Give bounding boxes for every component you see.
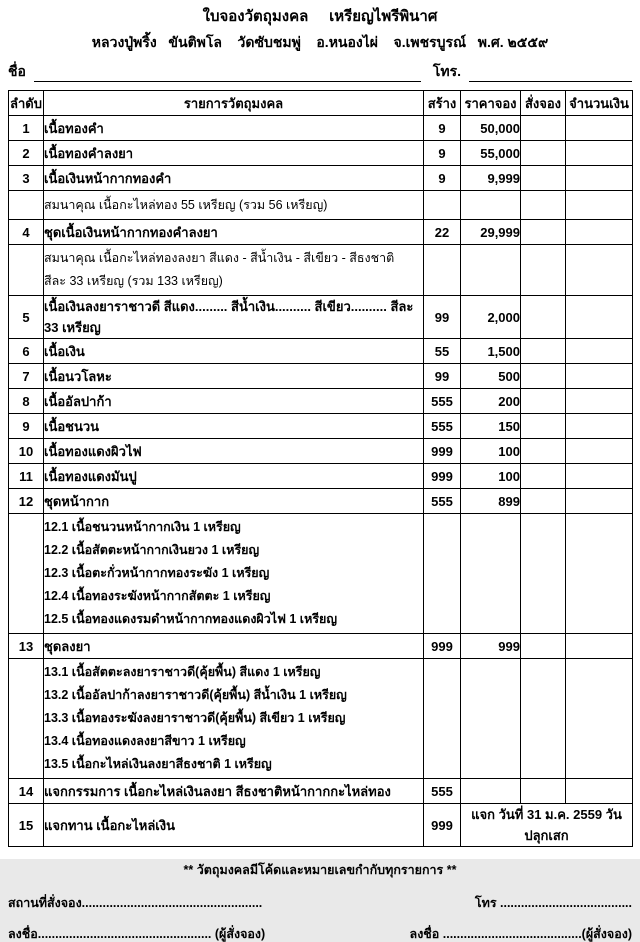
price-cell xyxy=(461,191,521,220)
price-cell: 200 xyxy=(461,389,521,414)
made-count-cell: 999 xyxy=(424,634,461,659)
made-count-cell: 999 xyxy=(424,464,461,489)
row-number-cell: 1 xyxy=(9,116,44,141)
amount-cell xyxy=(566,166,633,191)
sub-item-line: 12.2 เนื้อสัตตะหน้ากากเงินยวง 1 เหรียญ xyxy=(44,543,260,557)
made-count-cell: 55 xyxy=(424,339,461,364)
price-cell: 899 xyxy=(461,489,521,514)
phone-fill-label: โทร ...................................... xyxy=(474,896,632,910)
price-cell: 999 xyxy=(461,634,521,659)
made-count-cell: 99 xyxy=(424,364,461,389)
item-name-cell: แจกทาน เนื้อกะไหล่เงิน xyxy=(44,804,424,847)
table-row xyxy=(9,220,633,245)
row-number-cell: 4 xyxy=(9,220,44,245)
table-row xyxy=(9,116,633,141)
made-count-cell: 555 xyxy=(424,389,461,414)
sub-items-cell xyxy=(44,245,424,296)
table-row xyxy=(9,166,633,191)
sub-item-line: 12.4 เนื้อทองระฆังหน้ากากสัตตะ 1 เหรียญ xyxy=(44,589,271,603)
item-name-cell: เนื้อเงินหน้ากากทองคำ xyxy=(44,166,424,191)
signature-row xyxy=(8,926,632,942)
made-count-cell xyxy=(424,514,461,634)
made-count-cell xyxy=(424,659,461,779)
row-number-cell xyxy=(9,514,44,634)
sub-item-line: สมนาคุณ เนื้อกะไหล่ทอง 55 เหรียญ (รวม 56 เหรียญ) xyxy=(44,197,328,212)
order-cell xyxy=(521,220,566,245)
row-number-cell xyxy=(9,191,44,220)
table-subrow xyxy=(9,514,633,634)
table-row xyxy=(9,634,633,659)
price-cell xyxy=(461,779,521,804)
price-cell: 150 xyxy=(461,414,521,439)
sub-item-line: 13.4 เนื้อทองแดงลงยาสีขาว 1 เหรียญ xyxy=(44,734,246,748)
row-number-cell xyxy=(9,245,44,296)
sub-items-cell xyxy=(44,514,424,634)
table-row xyxy=(9,439,633,464)
place-phone-row xyxy=(8,895,632,911)
item-name-cell: เนื้อทองแดงผิวไฟ xyxy=(44,439,424,464)
table-row xyxy=(9,464,633,489)
order-cell xyxy=(521,166,566,191)
price-cell: 100 xyxy=(461,439,521,464)
page-subtitle: หลวงปู่พริ้ง ขันติพโล วัดซับชมพู่ อ.หนองไผ่ จ.เพชรบูรณ์ พ.ศ. ๒๕๕๙ xyxy=(91,34,549,50)
order-cell xyxy=(521,659,566,779)
row-number-cell: 10 xyxy=(9,439,44,464)
price-cell: 9,999 xyxy=(461,166,521,191)
item-name-cell: ชุดหน้ากาก xyxy=(44,489,424,514)
made-count-cell xyxy=(424,245,461,296)
table-subrow xyxy=(9,659,633,779)
item-name-cell: เนื้อชนวน xyxy=(44,414,424,439)
price-cell xyxy=(461,514,521,634)
amount-cell xyxy=(566,514,633,634)
row-number-cell: 11 xyxy=(9,464,44,489)
sub-item-line: สมนาคุณ เนื้อกะไหล่ทองลงยา สีแดง - สีน้ำเงิน - สีเขียว - สีธงชาติ xyxy=(44,251,395,265)
row-number-cell: 12 xyxy=(9,489,44,514)
price-cell: 2,000 xyxy=(461,296,521,339)
item-name-cell: ชุดเนื้อเงินหน้ากากทองคำลงยา xyxy=(44,220,424,245)
phone-fill-line xyxy=(469,63,632,82)
order-cell xyxy=(521,414,566,439)
place-fill-label: สถานที่สั่งจอง.................................................... xyxy=(8,896,263,910)
column-header: รายการวัตถุมงคล xyxy=(44,91,424,116)
amount-cell xyxy=(566,634,633,659)
table-row xyxy=(9,804,633,847)
column-header: ลำดับ xyxy=(9,91,44,116)
made-count-cell: 22 xyxy=(424,220,461,245)
price-cell: 55,000 xyxy=(461,141,521,166)
amount-cell xyxy=(566,220,633,245)
order-cell xyxy=(521,464,566,489)
made-count-cell xyxy=(424,191,461,220)
order-cell xyxy=(521,141,566,166)
footer-note: ** วัตถุมงคลมีโค้ดและหมายเลขกำกับทุกรายการ ** xyxy=(183,863,457,877)
sub-item-line: 13.2 เนื้ออัลปาก้าลงยาราชาวดี(คุ้ยพื้น) สีน้ำเงิน 1 เหรียญ xyxy=(44,688,347,702)
table-subrow xyxy=(9,245,633,296)
row-number-cell: 9 xyxy=(9,414,44,439)
made-count-cell: 999 xyxy=(424,439,461,464)
column-header: สร้าง xyxy=(424,91,461,116)
order-cell xyxy=(521,389,566,414)
order-cell xyxy=(521,364,566,389)
item-name-cell: เนื้อนวโลหะ xyxy=(44,364,424,389)
sub-item-line: 12.1 เนื้อชนวนหน้ากากเงิน 1 เหรียญ xyxy=(44,520,241,534)
order-cell xyxy=(521,191,566,220)
item-name-cell: แจกกรรมการ เนื้อกะไหล่เงินลงยา สีธงชาติหน้ากากกะไหล่ทอง xyxy=(44,779,424,804)
amount-cell xyxy=(566,191,633,220)
amount-cell xyxy=(566,489,633,514)
phone-label: โทร. xyxy=(432,63,461,79)
order-cell xyxy=(521,339,566,364)
item-name-cell: เนื้อเงินลงยาราชาวดี สีแดง......... สีน้ำเงิน.......... สีเขียว.......... สีละ 33 เหรียญ xyxy=(44,296,424,339)
price-cell: 1,500 xyxy=(461,339,521,364)
table-row xyxy=(9,296,633,339)
table-row xyxy=(9,141,633,166)
table-row xyxy=(9,414,633,439)
order-cell xyxy=(521,116,566,141)
table-row xyxy=(9,779,633,804)
made-count-cell: 99 xyxy=(424,296,461,339)
items-table xyxy=(8,90,633,847)
amount-cell xyxy=(566,439,633,464)
amount-cell xyxy=(566,659,633,779)
name-phone-row xyxy=(8,61,632,83)
name-label: ชื่อ xyxy=(8,63,26,79)
page-title: ใบจองวัตถุมงคล เหรียญไพรีพินาศ xyxy=(202,8,438,25)
item-name-cell: เนื้ออัลปาก้า xyxy=(44,389,424,414)
row-number-cell: 2 xyxy=(9,141,44,166)
row-number-cell: 5 xyxy=(9,296,44,339)
table-row xyxy=(9,389,633,414)
row-number-cell xyxy=(9,659,44,779)
table-subrow xyxy=(9,191,633,220)
row-number-cell: 13 xyxy=(9,634,44,659)
amount-cell xyxy=(566,245,633,296)
made-count-cell: 555 xyxy=(424,489,461,514)
price-cell: 500 xyxy=(461,364,521,389)
row-number-cell: 8 xyxy=(9,389,44,414)
sub-item-line: 12.3 เนื้อตะกั่วหน้ากากทองระฆัง 1 เหรียญ xyxy=(44,566,270,580)
amount-cell xyxy=(566,116,633,141)
price-cell xyxy=(461,245,521,296)
amount-cell xyxy=(566,339,633,364)
price-cell xyxy=(461,659,521,779)
made-count-cell: 999 xyxy=(424,804,461,847)
table-row xyxy=(9,489,633,514)
sub-item-line: 12.5 เนื้อทองแดงรมดำหน้ากากทองแดงผิวไฟ 1 เหรียญ xyxy=(44,612,338,626)
amount-cell xyxy=(566,779,633,804)
order-cell xyxy=(521,514,566,634)
item-name-cell: เนื้อทองแดงมันปู xyxy=(44,464,424,489)
order-cell xyxy=(521,439,566,464)
row-number-cell: 7 xyxy=(9,364,44,389)
column-header: ราคาจอง xyxy=(461,91,521,116)
column-header: สั่งจอง xyxy=(521,91,566,116)
made-count-cell: 9 xyxy=(424,141,461,166)
item-name-cell: เนื้อเงิน xyxy=(44,339,424,364)
table-header-row xyxy=(9,91,633,116)
table-row xyxy=(9,364,633,389)
amount-cell xyxy=(566,296,633,339)
made-count-cell: 9 xyxy=(424,166,461,191)
row-number-cell: 14 xyxy=(9,779,44,804)
row-number-cell: 6 xyxy=(9,339,44,364)
amount-cell xyxy=(566,389,633,414)
amount-cell xyxy=(566,414,633,439)
signature-right-label: ลงชื่อ ........................................(ผู้สั่งจอง) xyxy=(409,927,632,941)
row-number-cell: 3 xyxy=(9,166,44,191)
amount-cell xyxy=(566,364,633,389)
sub-item-line: 13.1 เนื้อสัตตะลงยาราชาวดี(คุ้ยพื้น) สีแดง 1 เหรียญ xyxy=(44,665,321,679)
order-cell xyxy=(521,634,566,659)
price-cell: 100 xyxy=(461,464,521,489)
price-cell: 29,999 xyxy=(461,220,521,245)
item-name-cell: ชุดลงยา xyxy=(44,634,424,659)
sub-item-line: สีละ 33 เหรียญ (รวม 133 เหรียญ) xyxy=(44,274,223,288)
order-cell xyxy=(521,489,566,514)
name-fill-line xyxy=(34,63,421,82)
made-count-cell: 9 xyxy=(424,116,461,141)
order-cell xyxy=(521,245,566,296)
sub-item-line: 13.3 เนื้อทองระฆังลงยาราชาวดี(คุ้ยพื้น) สีเขียว 1 เหรียญ xyxy=(44,711,346,725)
price-cell: 50,000 xyxy=(461,116,521,141)
order-cell xyxy=(521,296,566,339)
sub-items-cell xyxy=(44,191,424,220)
order-cell xyxy=(521,779,566,804)
table-row xyxy=(9,339,633,364)
signature-left-label: ลงชื่อ.................................................. (ผู้สั่งจอง) xyxy=(8,927,266,941)
item-name-cell: เนื้อทองคำลงยา xyxy=(44,141,424,166)
column-header: จำนวนเงิน xyxy=(566,91,633,116)
item-name-cell: เนื้อทองคำ xyxy=(44,116,424,141)
made-count-cell: 555 xyxy=(424,414,461,439)
row-number-cell: 15 xyxy=(9,804,44,847)
sub-item-line: 13.5 เนื้อกะไหล่เงินลงยาสีธงชาติ 1 เหรียญ xyxy=(44,757,272,771)
made-count-cell: 555 xyxy=(424,779,461,804)
sub-items-cell xyxy=(44,659,424,779)
amount-cell xyxy=(566,464,633,489)
amount-cell xyxy=(566,141,633,166)
distribution-note-cell: แจก วันที่ 31 ม.ค. 2559 วันปลุกเสก xyxy=(461,804,633,847)
